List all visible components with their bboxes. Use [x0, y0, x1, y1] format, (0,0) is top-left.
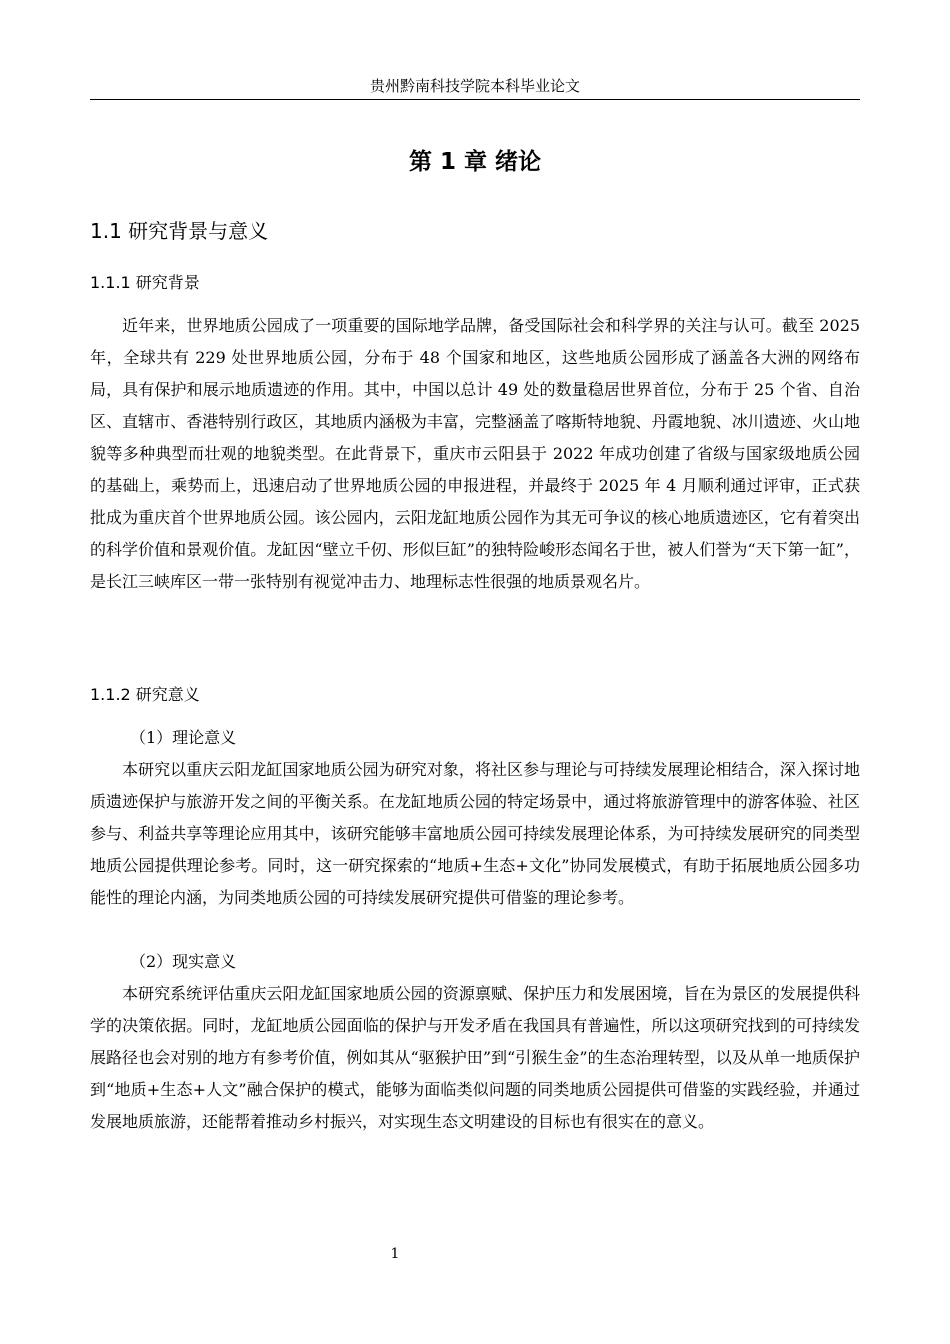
page-number: 1	[390, 1246, 400, 1262]
theory-significance-paragraph: 本研究以重庆云阳龙缸国家地质公园为研究对象，将社区参与理论与可持续发展理论相结合，深入探讨地质遗迹保护与旅游开发之间的平衡关系。在龙缸地质公园的特定场景中，通过将旅游管理中的游客体验、社区参与、利益共享等理论应用其中，该研究能够丰富地质公园可持续发展理论体系，为可持续发展研究的同类型地质公园提供理论参考。同时，这一研究探索的“地质+生态+文化”协同发展模式，有助于拓展地质公园多功能性的理论内涵，为同类地质公园的可持续发展研究提供可借鉴的理论参考。	[90, 760, 860, 907]
chapter-title: 第 1 章 绪论	[408, 149, 542, 175]
subsection-title-significance: 1.1.2 研究意义	[90, 685, 200, 704]
page-header: 贵州黔南科技学院本科毕业论文	[369, 77, 580, 95]
background-paragraph: 近年来，世界地质公园成了一项重要的国际地学品牌，备受国际社会和科学界的关注与认可。截至 2025 年，全球共有 229 处世界地质公园，分布于 48 个国家和地区，这些地质公园形成了涵盖各大洲的网络布局，具有保护和展示地质遗迹的作用。其中，中国以总计 49 处的数量稳居世界首位，分布于 25 个省、自治区、直辖市、香港特别行政区，其地质内涵极为丰富，完整涵盖了喀斯特地貌、丹霞地貌、冰川遗迹、火山地貌等多种典型而壮观的地貌类型。在此背景下，重庆市云阳县于 2022 年成功创建了省级与国家级地质公园的基础上，乘势而上，迅速启动了世界地质公园的申报进程，并最终于 2025 年 4 月顺利通过评审，正式获批成为重庆首个世界地质公园。该公园内，云阳龙缸地质公园作为其无可争议的核心地质遗迹区，它有着突出的科学价值和景观价值。龙缸因“壁立千仞、形似巨缸”的独特险峻形态闻名于世，被人们誉为“天下第一缸”，是长江三峡库区一带一张特别有视觉冲击力、地理标志性很强的地质景观名片。	[90, 316, 860, 591]
practical-significance-label: （2）现实意义	[130, 952, 237, 971]
header-rule	[90, 99, 860, 100]
practical-significance-paragraph: 本研究系统评估重庆云阳龙缸国家地质公园的资源禀赋、保护压力和发展困境，旨在为景区的发展提供科学的决策依据。同时，龙缸地质公园面临的保护与开发矛盾在我国具有普遍性，所以这项研究找到的可持续发展路径也会对别的地方有参考价值，例如其从“驱猴护田”到“引猴生金”的生态治理转型，以及从单一地质保护到“地质+生态+人文”融合保护的模式，能够为面临类似问题的同类地质公园提供可借鉴的实践经验，并通过发展地质旅游，还能帮着推动乡村振兴，对实现生态文明建设的目标也有很实在的意义。	[90, 984, 860, 1131]
theory-significance-label: （1）理论意义	[130, 728, 237, 747]
section-title: 1.1 研究背景与意义	[90, 219, 269, 243]
subsection-title-background: 1.1.1 研究背景	[90, 273, 200, 292]
